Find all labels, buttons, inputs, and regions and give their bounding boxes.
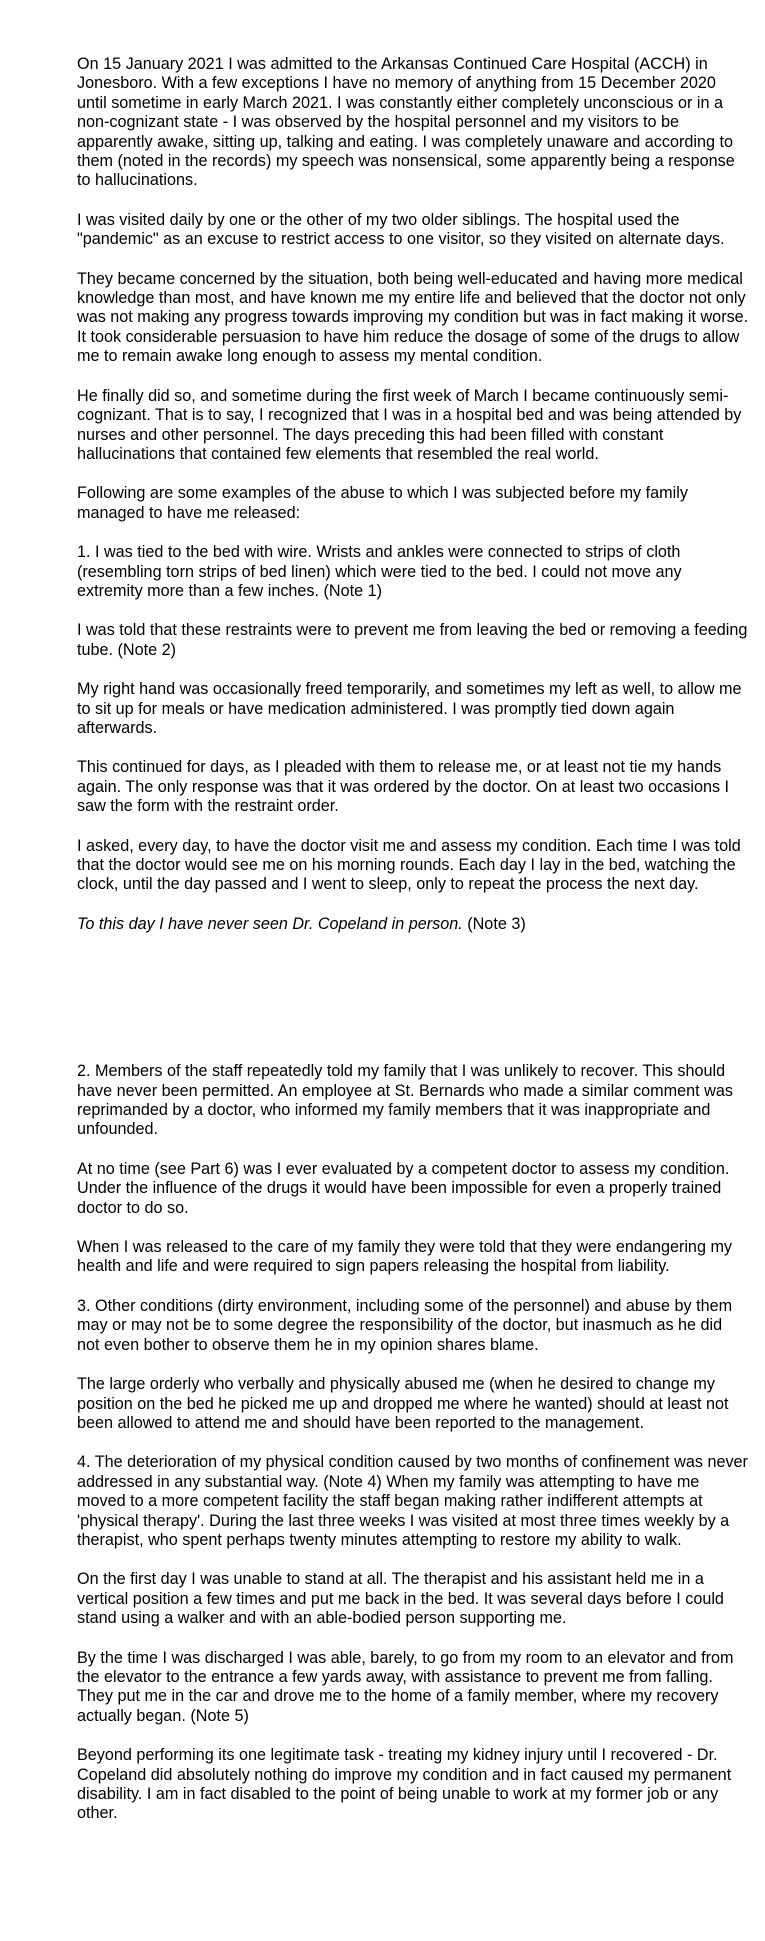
document-body — [77, 55, 749, 1844]
paragraph-no-evaluation: At no time (see Part 6) was I ever evaluated by a competent doctor to assess my condition. Under the influence of the drugs it would have been impossible for even a properly trained doctor to do so. — [77, 1159, 730, 1217]
paragraph-item-2-staff: 2. Members of the staff repeatedly told my family that I was unlikely to recover. This should have never been permitted. An employee at St. Bernards who made a similar comment was reprimanded by a doctor, who informed my family members that it was inappropriate and unfounded. — [77, 1062, 733, 1139]
paragraph-item-4-deterioration: 4. The deterioration of my physical condition caused by two months of confinement was never addressed in any substantial way. (Note 4) When my family was attempting to have me moved to a more competent facility the staff began making rather indifferent attempts at 'physical therapy'. During the last three weeks I was visited at most three times weekly by a therapist, who spent perhaps twenty minutes attempting to restore my ability to walk. — [77, 1453, 748, 1549]
paragraph-discharge: By the time I was discharged I was able, barely, to go from my room to an elevator and from the elevator to the entrance a few yards away, with assistance to prevent me from falling. They put me in the car and drove me to the home of a family member, where my recovery actually began. (Note 5) — [77, 1648, 734, 1725]
paragraph-item-1-restraints: 1. I was tied to the bed with wire. Wrists and ankles were connected to strips of cloth (resembling torn strips of bed linen) which were tied to the bed. I could not move any extremity more than a few inches. (Note 1) — [77, 543, 682, 600]
paragraph-first-day: On the first day I was unable to stand at all. The therapist and his assistant held me in a vertical position a few times and put me back in the bed. It was several days before I could stand using a walker and with an able-bodied person supporting me. — [77, 1570, 724, 1628]
paragraph-never-seen-doctor — [77, 915, 749, 934]
paragraph-conclusion: Beyond performing its one legitimate task - treating my kidney injury until I recovered - Dr. Copeland did absolutely nothing do improve my condition and in fact caused my permanent disability. I am in fact disabled to the point of being unable to work at my former job or any other. — [77, 1746, 732, 1823]
paragraph-item-3-conditions: 3. Other conditions (dirty environment, including some of the personnel) and abuse by them may or may not be to some degree the responsibility of the doctor, but inasmuch as he did not even bother to observe them he in my opinion shares blame. — [77, 1296, 733, 1354]
paragraph-restraint-reason: I was told that these restraints were to prevent me from leaving the bed or removing a feeding tube. (Note 2) — [77, 621, 748, 659]
paragraph-release-liability: When I was released to the care of my family they were told that they were endangering my health and life and were required to sign papers releasing the hospital from liability. — [77, 1238, 733, 1276]
paragraph-visits: I was visited daily by one or the other of my two older siblings. The hospital used the "pandemic" as an excuse to restrict access to one visitor, so they visited on alternate days. — [77, 210, 725, 249]
paragraph-abuse-intro: Following are some examples of the abuse to which I was subjected before my family managed to have me released: — [77, 484, 688, 522]
paragraph-semi-cognizant: He finally did so, and sometime during the first week of March I became continuously semi-cognizant. That is to say, I recognized that I was in a hospital bed and was being attended by nurses and other personnel. The days preceding this had been filled with constant hallucinations that contained few elements that resembled the real world. — [77, 386, 742, 463]
italic-statement: To this day I have never seen Dr. Copeland in person. — [77, 914, 463, 933]
paragraph-hand-freed: My right hand was occasionally freed temporarily, and sometimes my left as well, to allow me to sit up for meals or have medication administered. I was promptly tied down again afterwards. — [77, 680, 742, 737]
paragraph-orderly: The large orderly who verbally and physically abused me (when he desired to change my position on the bed he picked me up and dropped me where he wanted) should at least not been allowed to attend me and should have been reported to the management. — [77, 1375, 729, 1432]
section-gap — [77, 954, 749, 1062]
paragraph-concern: They became concerned by the situation, both being well-educated and having more medical knowledge than most, and have known me my entire life and believed that the doctor not only was not making any progress towards improving my condition but was in fact making it worse. It took considerable persuasion to have him reduce the dosage of some of the drugs to allow me to remain awake long enough to assess my mental condition. — [77, 269, 749, 366]
paragraph-pleading: This continued for days, as I pleaded with them to release me, or at least not tie my hands again. The only response was that it was ordered by the doctor. On at least two occasions I saw the form with the restraint order. — [77, 758, 730, 816]
paragraph-doctor-visit: I asked, every day, to have the doctor visit me and assess my condition. Each time I was told that the doctor would see me on his morning rounds. Each day I lay in the bed, watching the clock, until the day passed and I went to sleep, only to repeat the process the next day. — [77, 836, 741, 894]
paragraph-admission: On 15 January 2021 I was admitted to the Arkansas Continued Care Hospital (ACCH) in Jonesboro. With a few exceptions I have no memory of anything from 15 December 2020 until sometime in early March 2021. I was constantly either completely unconscious or in a non-cognizant state - I was observed by the hospital personnel and my visitors to be apparently awake, sitting up, talking and eating. I was completely unaware and according to them (noted in the records) my speech was nonsensical, some apparently being a response to hallucinations. — [77, 55, 735, 190]
note-reference: (Note 3) — [462, 914, 526, 933]
